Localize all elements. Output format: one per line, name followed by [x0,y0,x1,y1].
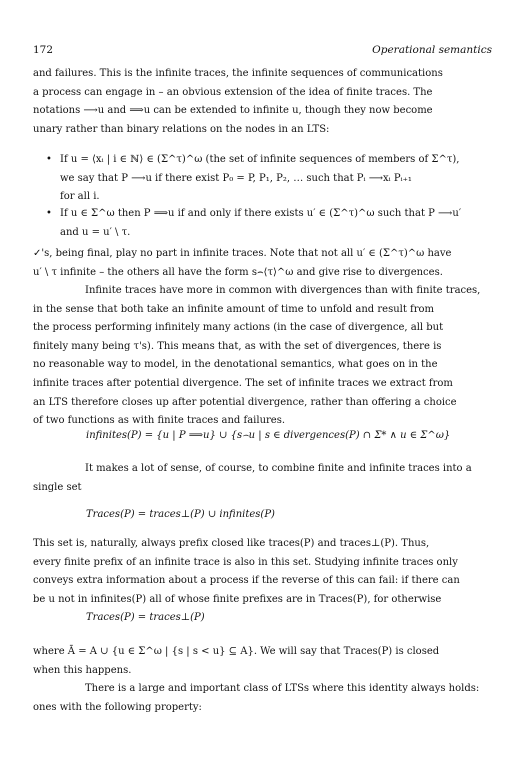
running-header [33,44,492,58]
paragraph-infinite-traces-intro [33,65,486,139]
text-line: every finite prefix of an infinite trace is also in this set. Studying infinite traces only [33,556,458,568]
text-line: and u = u′ \ τ. [60,226,131,238]
bullet-icon: • [46,208,52,219]
paragraph-tick-note [33,245,486,282]
text-line: in the sense that both take an infinite amount of time to unfold and result from [33,303,435,315]
text-line: a process can engage in – an obvious extension of the idea of finite traces. The [33,86,433,98]
text-line: This set is, naturally, always prefix closed like traces(P) and traces⊥(P). Thus, [33,538,430,549]
text-line: and failures. This is the infinite traces, the infinite sequences of communications [33,68,443,79]
text-line: If u ∈ Σ^ω then P ⟹u if and only if there exists u′ ∈ (Σ^τ)^ω such that P ⟶u′ [60,208,462,219]
text-line: If u = ⟨xᵢ | i ∈ ℕ⟩ ∈ (Σ^τ)^ω (the set of infinite sequences of members of Σ^τ), [60,154,460,165]
text-line: of two functions as with finite traces and failures. [33,415,286,427]
text-line: ones with the following property: [33,701,202,713]
text-line: ✓'s, being final, play no part in infinite traces. Note that not all u′ ∈ (Σ^τ)^ω have [33,248,452,259]
bullet-item-sigma-omega [46,205,486,242]
text-line: Infinite traces have more in common with divergences than with finite traces, [85,285,481,296]
text-line: u′ \ τ infinite – the others all have the form s⌢⟨τ⟩^ω and give rise to divergences. [33,266,443,278]
text-line: be u not in infinites(P) all of whose finite prefixes are in Traces(P), for otherwise [33,593,442,605]
bullet-item-infinite-sequence [46,151,486,207]
page-number: 172 [33,44,54,56]
text-line: no reasonable way to model, in the denotational semantics, what goes on in the [33,359,438,371]
equation-traces-union: Traces(P) = traces⊥(P) ∪ infinites(P) [86,509,275,520]
text-line: conveys extra information about a process if the reverse of this can fail: if there can [33,575,460,587]
paragraph-combine-traces [33,460,486,497]
text-line: It makes a lot of sense, of course, to combine finite and infinite traces into a [85,463,472,474]
text-line: when this happens. [33,664,132,676]
bullet-icon: • [46,154,52,165]
text-line: the process performing infinitely many actions (in the case of divergence, all but [33,322,444,334]
text-line: single set [33,481,82,493]
paragraph-divergence-comparison [33,282,486,431]
text-line: finitely many being τ's). This means that, as with the set of divergences, there is [33,340,442,352]
text-line: for all i. [60,191,100,203]
paragraph-prefix-closed [33,535,486,609]
paragraph-closed-definition [33,643,486,680]
equation-infinites: infinites(P) = {u | P ⟹u} ∪ {s⌢u | s ∈ divergences(P) ∩ Σ* ∧ u ∈ Σ^ω} [86,430,451,441]
text-line: an LTS therefore closes up after potential divergence, rather than offering a choice [33,396,457,408]
running-title: Operational semantics [372,44,492,56]
text-line: infinite traces after potential divergence. The set of infinite traces we extract from [33,377,453,389]
paragraph-lts-class [33,680,486,717]
equation-traces-closure: Traces(P) = traces⊥(P) [86,612,205,623]
text-line: There is a large and important class of LTSs where this identity always holds: [85,683,480,694]
text-line: notations ⟶u and ⟹u can be extended to infinite u, though they now become [33,105,433,117]
text-line: we say that P ⟶u if there exist P₀ = P, P₁, P₂, … such that Pᵢ ⟶xᵢ Pᵢ₊₁ [60,172,412,184]
text-line: where Ā = A ∪ {u ∈ Σ^ω | {s | s < u} ⊆ A}. We will say that Traces(P) is closed [33,646,440,657]
text-line: unary rather than binary relations on the nodes in an LTS: [33,123,330,135]
